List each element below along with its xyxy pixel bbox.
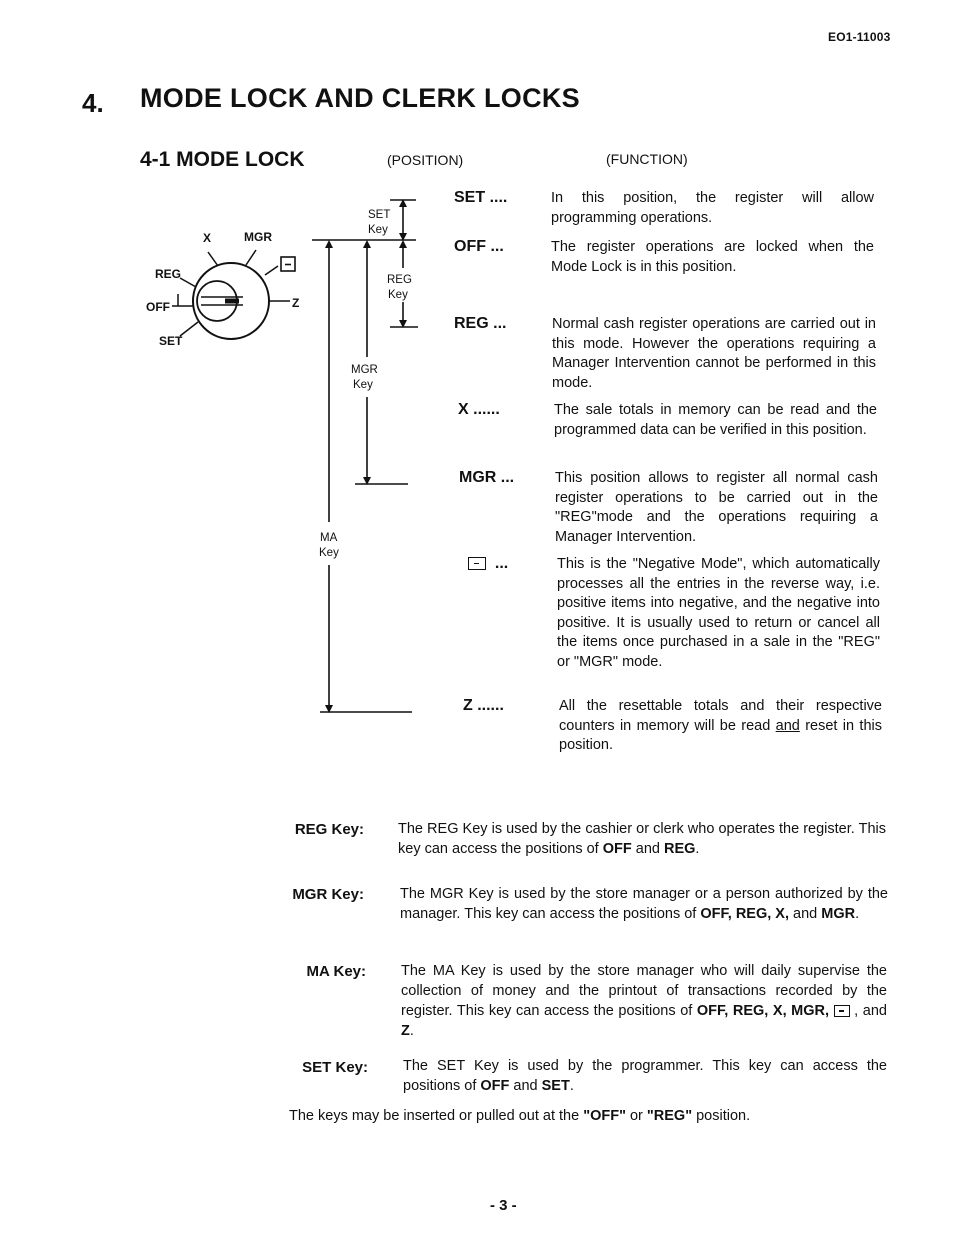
reg-key-label: REG Key: xyxy=(294,821,364,838)
negative-mode-icon xyxy=(281,257,295,271)
reg-key-label-line2: Key xyxy=(388,289,408,301)
chapter-title: MODE LOCK AND CLERK LOCKS xyxy=(140,83,580,113)
mgr-key-label: MGR Key: xyxy=(292,886,364,903)
negative-mode-icon xyxy=(834,1005,850,1017)
mode-negative-description: This is the "Negative Mode", which automatically processes all the entries in the reverse way, i.e. positive items into negative, and the negative into positive. It is usually used to return or cancel all the items once purchased in a sale in the "REG" or "MGR" mode. xyxy=(557,556,880,670)
dial-label-mgr: MGR xyxy=(244,230,272,244)
page-number: - 3 - xyxy=(490,1197,517,1214)
mode-off-description: The register operations are locked when the Mode Lock is in this position. xyxy=(551,239,874,275)
mode-set-label: SET .... xyxy=(454,189,508,206)
key-insertion-note: The keys may be inserted or pulled out at the "OFF" or "REG" position. xyxy=(289,1108,751,1124)
section-title: 4-1 MODE LOCK xyxy=(140,148,305,171)
document-number: EO1-11003 xyxy=(828,30,891,44)
mgr-key-label-line2: Key xyxy=(353,379,373,391)
mode-dial xyxy=(172,250,290,339)
negative-mode-icon xyxy=(468,557,486,570)
set-key-description: The SET Key is used by the programmer. This key can access the positions of OFF and SET. xyxy=(403,1058,887,1094)
dial-label-reg: REG xyxy=(155,267,182,281)
function-column-heading: (FUNCTION) xyxy=(606,151,688,167)
mode-reg-label: REG ... xyxy=(454,315,507,332)
dial-label-z: Z xyxy=(292,296,300,310)
mode-mgr-description: This position allows to register all normal cash register operations to be carried out in the "REG"mode and the operations requiring a Manager Intervention. xyxy=(555,470,878,545)
mode-x-label: X ...... xyxy=(458,401,500,418)
mode-off-label: OFF ... xyxy=(454,238,504,255)
mode-x-description: The sale totals in memory can be read and the programmed data can be verified in this position. xyxy=(554,402,877,438)
mgr-key-description: The MGR Key is used by the store manager or a person authorized by the manager. This key can access the positions of OFF, REG, X, and MGR. xyxy=(400,886,888,922)
set-key-label-line1: SET xyxy=(368,209,391,221)
mode-z-description: All the resettable totals and their respective counters in memory will be read and reset in this position. xyxy=(559,698,882,753)
dial-label-set: SET xyxy=(159,334,183,348)
mode-negative-label xyxy=(468,555,508,573)
mode-reg-description: Normal cash register operations are carried out in this mode. However the operations requiring a Manager Intervention cannot be performed in this mode. xyxy=(552,316,876,391)
mode-mgr-label: MGR ... xyxy=(459,469,515,486)
dial-label-off: OFF xyxy=(146,300,170,314)
dial-label-x: X xyxy=(203,231,212,245)
mode-set-description: In this position, the register will allow programming operations. xyxy=(551,190,874,226)
ma-key-label: MA Key: xyxy=(306,963,366,980)
position-column-heading: (POSITION) xyxy=(387,152,464,168)
reg-key-description: The REG Key is used by the cashier or clerk who operates the register. This key can access the positions of OFF and REG. xyxy=(398,821,886,857)
reg-key-label-line1: REG xyxy=(387,274,412,286)
ma-key-description: The MA Key is used by the store manager who will daily supervise the collection of money and the printout of transactions recorded by the register. This key can access the positions of OFF, REG, X, MGR, , and Z. xyxy=(401,963,887,1039)
mode-z-label: Z ...... xyxy=(463,697,504,714)
set-key-label: SET Key: xyxy=(302,1059,368,1076)
ma-key-label-line2: Key xyxy=(319,547,339,559)
ma-key-label-line1: MA xyxy=(320,532,338,544)
chapter-number: 4. xyxy=(82,88,104,118)
set-key-label-line2: Key xyxy=(368,224,388,236)
mgr-key-label-line1: MGR xyxy=(351,364,378,376)
mode-negative-dots: ... xyxy=(494,555,509,572)
